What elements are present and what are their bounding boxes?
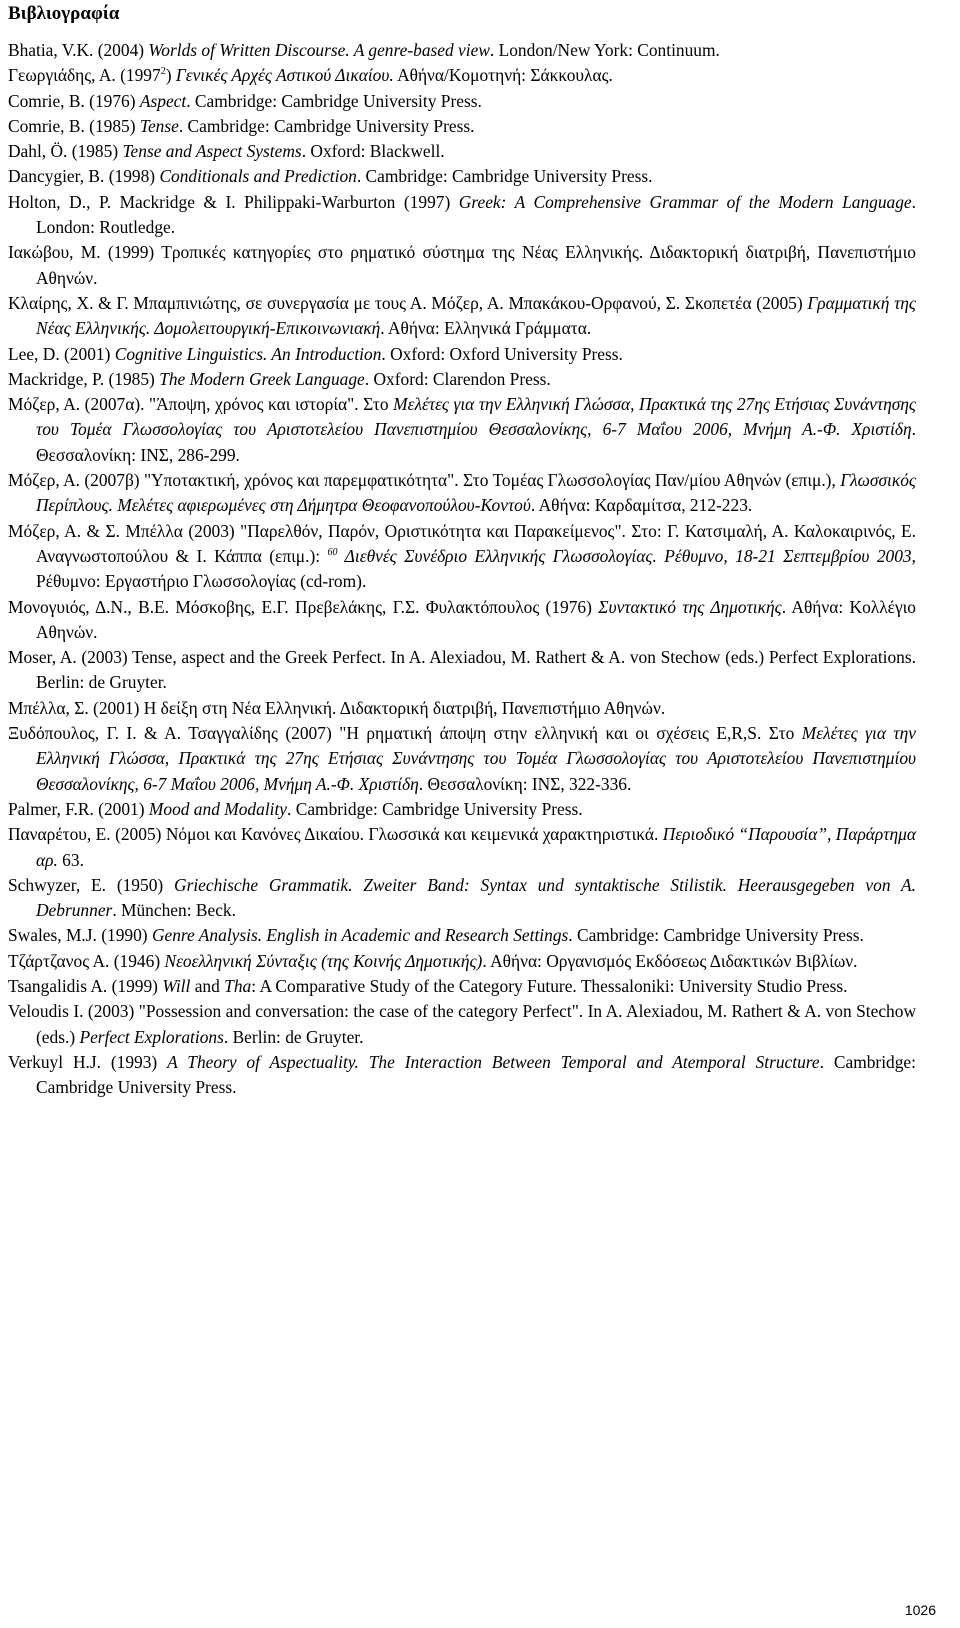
bibliography-entry [8, 367, 916, 392]
entry-text: . London: Routledge. [36, 191, 916, 238]
italic-title: Μελέτες για την Ελληνική Γλώσσα, Πρακτικά της 27ης Ετήσιας Συνάντησης του Τομέα Γλωσσολογίας του Αριστοτελείου Πανεπιστημίου Θεσσαλονίκης, 6-7 Μαΐου 2006, Μνήμη Α.-Φ. Χριστίδη [36, 723, 917, 794]
italic-title: Νεοελληνική Σύνταξις (της Κοινής Δημοτικής) [164, 950, 483, 971]
entry-text: . Oxford: Oxford University Press. [381, 343, 623, 364]
bibliography-entry [8, 645, 916, 696]
entry-text: . Αθήνα: Καρδαμίτσα, 212-223. [530, 495, 753, 516]
entry-text: and [190, 975, 225, 996]
italic-title: Συντακτικό της Δημοτικής [598, 596, 782, 617]
bibliography-entry [8, 468, 916, 519]
bibliography-entry [8, 519, 916, 595]
italic-title: Worlds of Written Discourse. A genre-based view [148, 40, 490, 60]
entry-text: Κλαίρης, Χ. & Γ. Μπαμπινιώτης, σε συνεργασία με τους Α. Μόζερ, Α. Μπακάκου-Ορφανού, Σ. Σκοπετέα (2005) [8, 292, 808, 313]
italic-title: Γλωσσικός Περίπλους. Μελέτες αφιερωμένες στη Δήμητρα Θεοφανοπούλου-Κοντού [36, 470, 916, 516]
bibliography-entry [8, 89, 916, 114]
entry-text: . Αθήνα: Ελληνικά Γράμματα. [380, 318, 592, 339]
italic-title: Tense [139, 115, 179, 136]
entry-text: Verkuyl H.J. (1993) [8, 1051, 168, 1072]
italic-title: Cognitive Linguistics. An Introduction [114, 343, 382, 364]
entry-text: Bhatia, V.K. (2004) [8, 40, 149, 60]
entry-text: Holton, D., P. Mackridge & I. Philippaki-Warburton (1997) [8, 191, 459, 212]
bibliography-entry [8, 974, 916, 999]
entry-text: Mackridge, P. (1985) [8, 368, 160, 389]
entry-text: . Cambridge: Cambridge University Press. [36, 1051, 916, 1098]
page-title: Βιβλιογραφία [8, 3, 120, 24]
italic-title: Aspect [139, 90, 187, 111]
entry-text: Dahl, Ö. (1985) [8, 141, 123, 162]
entry-text: Schwyzer, E. (1950) [8, 874, 175, 895]
italic-title: Tha [224, 975, 252, 996]
bibliography-entry [8, 999, 916, 1050]
entry-text: Palmer, F.R. (2001) [8, 798, 149, 819]
entry-text: Μπέλλα, Σ. (2001) Η δείξη στη Νέα Ελληνική. Διδακτορική διατριβή, Πανεπιστήμιο Αθηνών. [8, 697, 666, 718]
bibliography-entry [8, 291, 916, 342]
entry-text: Veloudis I. (2003) "Possession and conversation: the case of the category Perfect". In A. Alexiadou, M. Rathert & A. von Stechow (eds.) [8, 1001, 916, 1047]
entry-text: Παναρέτου, Ε. (2005) Νόμοι και Κανόνες Δικαίου. Γλωσσικά και κειμενικά χαρακτηριστικά. [8, 824, 663, 845]
entry-text: Μονογυιός, Δ.Ν., Β.Ε. Μόσκοβης, Ε.Γ. Πρεβελάκης, Γ.Σ. Φυλακτόπουλος (1976) [8, 596, 599, 617]
bibliography-entry [8, 190, 916, 241]
italic-title: Μελέτες για την Ελληνική Γλώσσα, Πρακτικά της 27ης Ετήσιας Συνάντησης του Τομέα Γλωσσολογίας του Αριστοτελείου Πανεπιστημίου Θεσσαλονίκης, 6-7 Μαΐου 2006, Μνήμη Α.-Φ. Χριστίδη [36, 394, 916, 440]
entry-text: Μόζερ, Α. & Σ. Μπέλλα (2003) "Παρελθόν, Παρόν, Οριστικότητα και Παρακείμενος". Στο: Γ. Κατσιμαλή, Α. Καλοκαιρινός, Ε. Αναγνωστοπούλου & Ι. Κάππα (επιμ.): [8, 520, 916, 566]
italic-title: Perfect Explorations [79, 1026, 224, 1047]
entry-text: . Θεσσαλονίκη: ΙΝΣ, 286-299. [36, 419, 916, 465]
entry-text: Τζάρτζανος Α. (1946) [8, 950, 165, 971]
entry-text: Moser, A. (2003) Tense, aspect and the Greek Perfect. In A. Alexiadou, M. Rathert & A. von Stechow (eds.) Perfect Explorations. Berlin: de Gruyter. [8, 647, 916, 693]
bibliography-entry [8, 342, 916, 367]
italic-title: Griechische Grammatik. Zweiter Band: Syntax und syntaktische Stilistik. Heerausgegeben von A. Debrunner [36, 874, 916, 921]
italic-title: Διεθνές Συνέδριο Ελληνικής Γλωσσολογίας. Ρέθυμνο, 18-21 Σεπτεμβρίου 2003 [337, 545, 912, 566]
bibliography-entry [8, 1050, 916, 1101]
italic-title: Γενικές Αρχές Αστικού Δικαίου. [175, 65, 394, 86]
bibliography-entry [8, 392, 916, 468]
entry-text: . Cambridge: Cambridge University Press. [186, 90, 482, 111]
bibliography-entry [8, 38, 916, 63]
bibliography-entry [8, 949, 916, 974]
entry-text: Μόζερ, Α. (2007β) "Υποτακτική, χρόνος και παρεμφατικότητα". Στο Τομέας Γλωσσολογίας Παν/μίου Αθηνών (επιμ.), [8, 470, 841, 491]
italic-title: Tense and Aspect Systems [122, 141, 302, 162]
entry-text: Swales, M.J. (1990) [8, 925, 152, 946]
bibliography-entry [8, 822, 916, 873]
entry-text: Ιακώβου, Μ. (1999) Τροπικές κατηγορίες στο ρηματικό σύστημα της Νέας Ελληνικής. Διδακτορική διατριβή, Πανεπιστήμιο Αθηνών. [8, 242, 916, 288]
bibliography-entry [8, 873, 916, 924]
entry-text: . München: Beck. [112, 900, 236, 921]
entry-text: . London/New York: Continuum. [489, 40, 720, 60]
entry-text: : A Comparative Study of the Category Future. Thessaloniki: University Studio Press. [251, 975, 848, 996]
italic-title: Mood and Modality [148, 798, 288, 819]
superscript: 0 [332, 547, 338, 559]
entry-text: Comrie, B. (1976) [8, 90, 140, 111]
entry-text: . Berlin: de Gruyter. [223, 1026, 364, 1047]
bibliography-entry [8, 923, 916, 948]
entry-text: Μόζερ, Α. (2007α). "Άποψη, χρόνος και ιστορία". Στο [8, 394, 394, 415]
italic-title: Greek: A Comprehensive Grammar of the Modern Language [458, 191, 912, 212]
entry-text: Tsangalidis A. (1999) [8, 975, 163, 996]
italic-title: Genre Analysis. English in Academic and Research Settings [151, 925, 569, 946]
bibliography-list [8, 38, 916, 1100]
italic-title: Will [162, 975, 191, 996]
entry-text: . Θεσσαλονίκη: ΙΝΣ, 322-336. [418, 773, 632, 794]
entry-text: 63. [57, 849, 84, 870]
entry-text: . Cambridge: Cambridge University Press. [287, 798, 583, 819]
bibliography-entry [8, 797, 916, 822]
entry-text: . Oxford: Clarendon Press. [364, 368, 551, 389]
italic-title: Conditionals and Prediction [159, 166, 357, 187]
bibliography-entry [8, 240, 916, 291]
bibliography-entry [8, 63, 916, 88]
italic-title: Περιοδικό “Παρουσία”, Παράρτημα αρ. [36, 824, 916, 870]
italic-title: A Theory of Aspectuality. The Interaction Between Temporal and Atemporal Structure [167, 1051, 820, 1072]
entry-text: . Cambridge: Cambridge University Press. [568, 925, 864, 946]
bibliography-entry [8, 114, 916, 139]
entry-text: Ξυδόπουλος, Γ. Ι. & Α. Τσαγγαλίδης (2007) "Η ρηματική άποψη στην ελληνική και οι σχέσεις E,R,S. Στο [8, 723, 802, 744]
entry-text: ) [165, 65, 176, 86]
italic-title: Γραμματική της Νέας Ελληνικής. Δομολειτουργική-Επικοινωνιακή [36, 292, 916, 339]
bibliography-entry [8, 139, 916, 164]
entry-text: Γεωργιάδης, Α. (1997 [8, 65, 161, 86]
bibliography-entry [8, 595, 916, 646]
bibliography-entry [8, 164, 916, 189]
page-number: 1026 [904, 1602, 936, 1618]
superscript: 2 [160, 66, 166, 78]
entry-text: Αθήνα/Κομοτηνή: Σάκκουλας. [393, 65, 613, 86]
entry-text: Lee, D. (2001) [8, 343, 115, 364]
entry-text: . Oxford: Blackwell. [301, 141, 445, 162]
entry-text: Comrie, B. (1985) [8, 115, 140, 136]
entry-text: , Ρέθυμνο: Εργαστήριο Γλωσσολογίας (cd-rom). [36, 545, 916, 592]
bibliography-entry [8, 696, 916, 721]
entry-text: . Αθήνα: Οργανισμός Εκδόσεως Διδακτικών Βιβλίων. [482, 950, 858, 971]
entry-text: . Αθήνα: Κολλέγιο Αθηνών. [36, 596, 916, 642]
entry-text: . Cambridge: Cambridge University Press. [356, 166, 653, 187]
entry-text: . Cambridge: Cambridge University Press. [178, 115, 475, 136]
bibliography-entry [8, 721, 916, 797]
superscript: 6 [327, 547, 333, 559]
entry-text: Dancygier, B. (1998) [8, 166, 160, 187]
italic-title: The Modern Greek Language [159, 368, 365, 389]
